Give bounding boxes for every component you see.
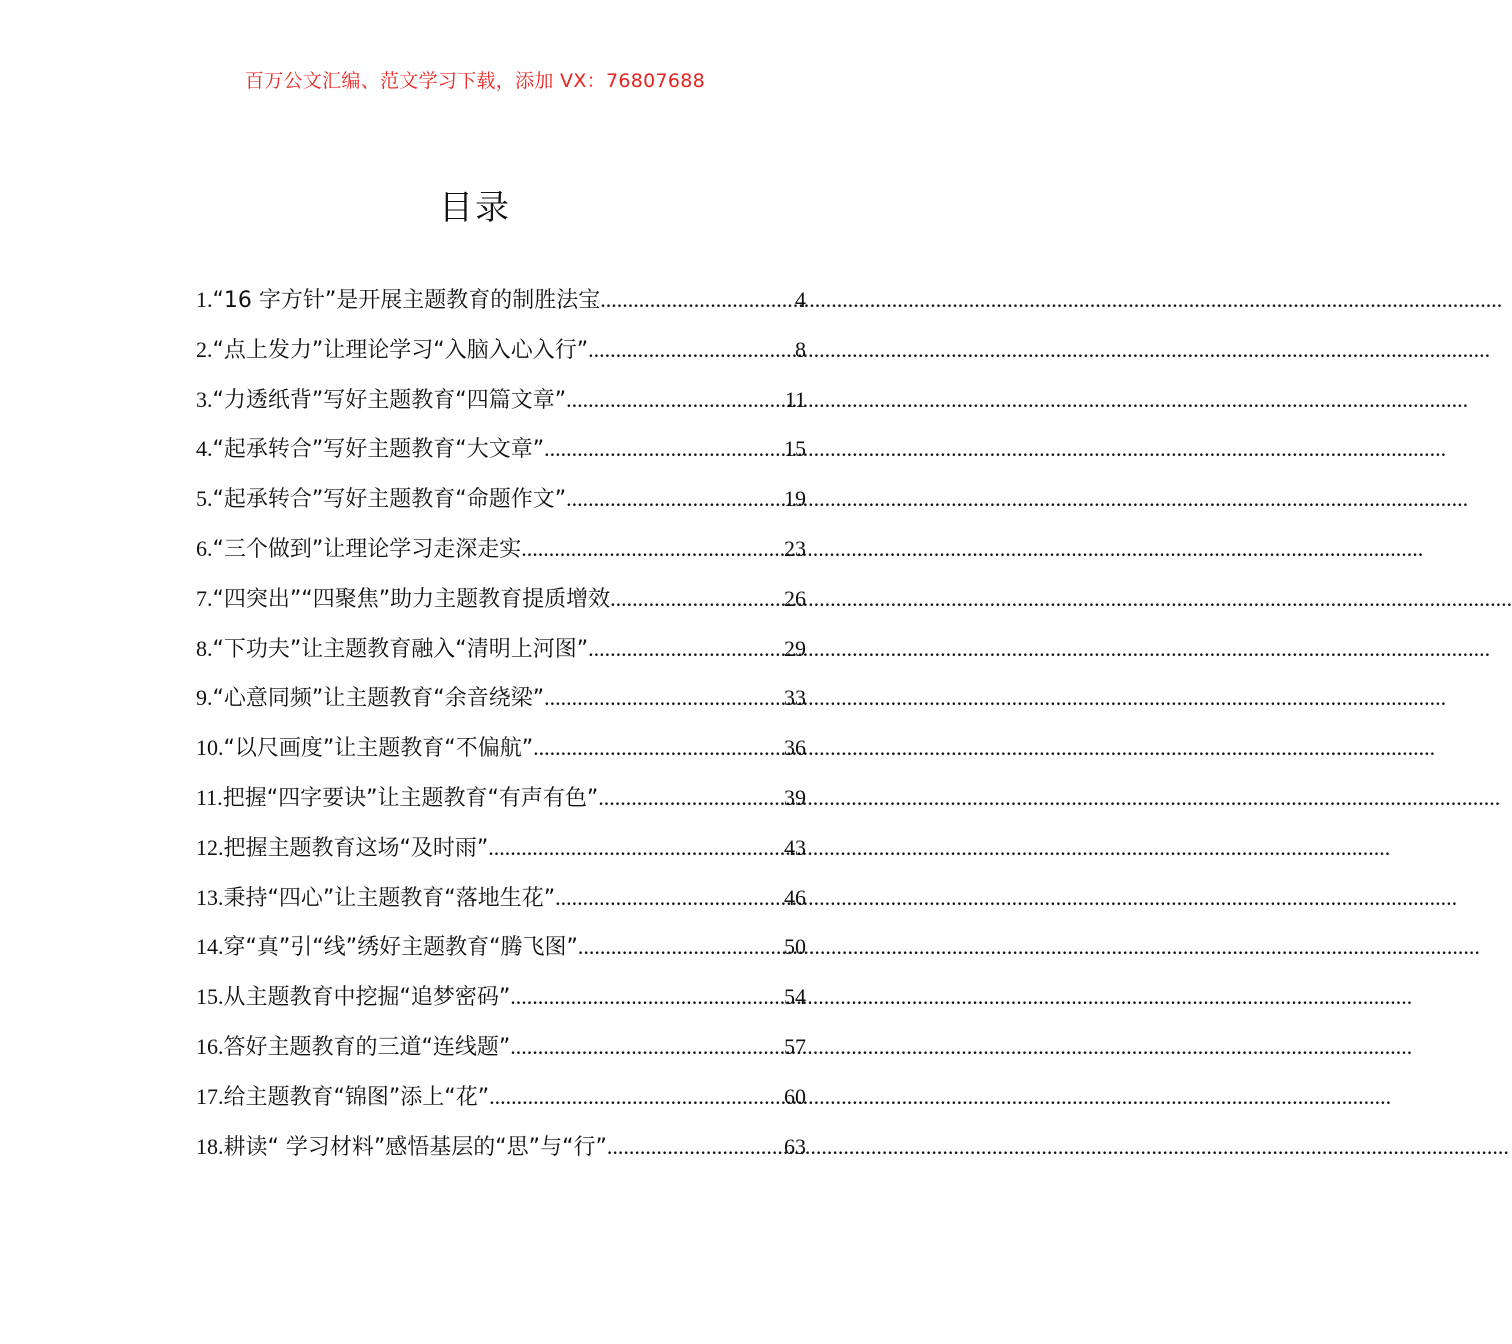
toc-page-number: 15 [784,436,806,462]
toc-page-number: 29 [784,635,806,661]
toc-dot-leader [566,387,785,413]
toc-dot-leader [610,586,784,612]
toc-page-number: 43 [784,834,806,860]
toc-entry-10[interactable] [196,731,806,781]
toc-entry-17[interactable] [196,1080,806,1130]
toc-entry-1[interactable] [196,283,806,333]
toc-dot-leader [600,287,795,313]
toc-dot-leader [598,785,784,811]
toc-title: 把握主题教育这场“及时雨” [223,835,489,861]
toc-entry-18[interactable] [196,1130,806,1180]
toc-dot-leader [510,1034,784,1060]
toc-page-number: 19 [784,486,806,512]
toc-dot-leader [533,735,784,761]
toc-dot-leader [578,934,784,960]
toc-number: 11. [196,784,223,810]
toc-title: “以尺画度”让主题教育“不偏航” [223,736,534,762]
toc-entry-8[interactable] [196,632,806,682]
toc-page-number: 26 [784,585,806,611]
toc-title: 答好主题教育的三道“连线题” [223,1034,511,1060]
toc-title: “三个做到”让理论学习走深走实 [212,536,522,562]
table-of-contents [196,283,806,1179]
toc-page-number: 4 [795,287,806,312]
toc-title: 穿“真”引“线”绣好主题教育“腾飞图” [223,935,578,961]
page-title: 目录 [439,188,511,228]
toc-number: 3. [196,386,213,412]
toc-dot-leader [588,636,784,662]
toc-title: 从主题教育中挖掘“追梦密码” [223,985,511,1011]
toc-number: 16. [196,1033,224,1059]
toc-dot-leader [488,835,784,861]
toc-page-number: 57 [784,1033,806,1059]
toc-number: 15. [196,984,224,1010]
toc-title: “力透纸背”写好主题教育“四篇文章” [212,387,567,413]
toc-number: 7. [196,585,213,611]
toc-number: 6. [196,535,213,561]
toc-page-number: 23 [784,535,806,561]
toc-title: 耕读“ 学习材料”感悟基层的“思”与“行” [223,1134,607,1160]
toc-title: “起承转合”写好主题教育“大文章” [212,437,545,463]
toc-entry-7[interactable] [196,582,806,632]
toc-page-number: 36 [784,735,806,761]
toc-title: “四突出”“四聚焦”助力主题教育提质增效 [212,586,611,612]
toc-page-number: 63 [784,1133,806,1159]
toc-page-number: 8 [795,336,806,362]
toc-number: 10. [196,735,224,761]
toc-entry-6[interactable] [196,532,806,582]
toc-dot-leader [521,536,784,562]
toc-dot-leader [588,337,795,363]
toc-entry-11[interactable] [196,781,806,831]
toc-entry-3[interactable] [196,383,806,433]
toc-dot-leader [566,486,784,512]
toc-page-number: 33 [784,685,806,711]
toc-page-number: 46 [784,884,806,910]
toc-title: “16 字方针”是开展主题教育的制胜法宝 [212,288,601,313]
toc-number: 18. [196,1133,224,1159]
toc-dot-leader [555,885,784,911]
toc-number: 5. [196,486,213,512]
toc-title: 秉持“四心”让主题教育“落地生花” [223,885,556,911]
toc-entry-2[interactable] [196,333,806,383]
toc-number: 4. [196,436,213,462]
toc-dot-leader [544,685,784,711]
toc-title: “起承转合”写好主题教育“命题作文” [212,487,567,513]
toc-number: 14. [196,934,224,960]
toc-page-number: 54 [784,984,806,1010]
toc-dot-leader [489,1084,784,1110]
toc-page-number: 60 [784,1083,806,1109]
toc-entry-4[interactable] [196,432,806,482]
toc-entry-14[interactable] [196,930,806,980]
toc-dot-leader [544,436,784,462]
toc-number: 13. [196,884,224,910]
header-note: 百万公文汇编、范文学习下载，添加 VX：76807688 [244,70,706,92]
toc-entry-13[interactable] [196,881,806,931]
toc-dot-leader [607,1134,784,1160]
toc-number: 12. [196,834,224,860]
toc-title: “心意同频”让主题教育“余音绕梁” [212,686,545,712]
toc-title: “下功夫”让主题教育融入“清明上河图” [212,636,589,662]
toc-entry-15[interactable] [196,980,806,1030]
toc-entry-5[interactable] [196,482,806,532]
toc-page-number: 50 [784,934,806,960]
toc-entry-9[interactable] [196,681,806,731]
toc-number: 17. [196,1083,224,1109]
toc-title: “点上发力”让理论学习“入脑入心入行” [212,337,589,363]
toc-title: 把握“四字要诀”让主题教育“有声有色” [222,785,599,811]
toc-number: 2. [196,336,213,362]
toc-page-number: 39 [784,784,806,810]
toc-number: 8. [196,635,213,661]
toc-number: 9. [196,685,213,711]
toc-number: 1. [196,287,213,312]
toc-title: 给主题教育“锦图”添上“花” [223,1084,490,1110]
toc-dot-leader [510,984,784,1010]
toc-page-number: 11 [784,386,806,412]
toc-entry-12[interactable] [196,831,806,881]
toc-entry-16[interactable] [196,1030,806,1080]
